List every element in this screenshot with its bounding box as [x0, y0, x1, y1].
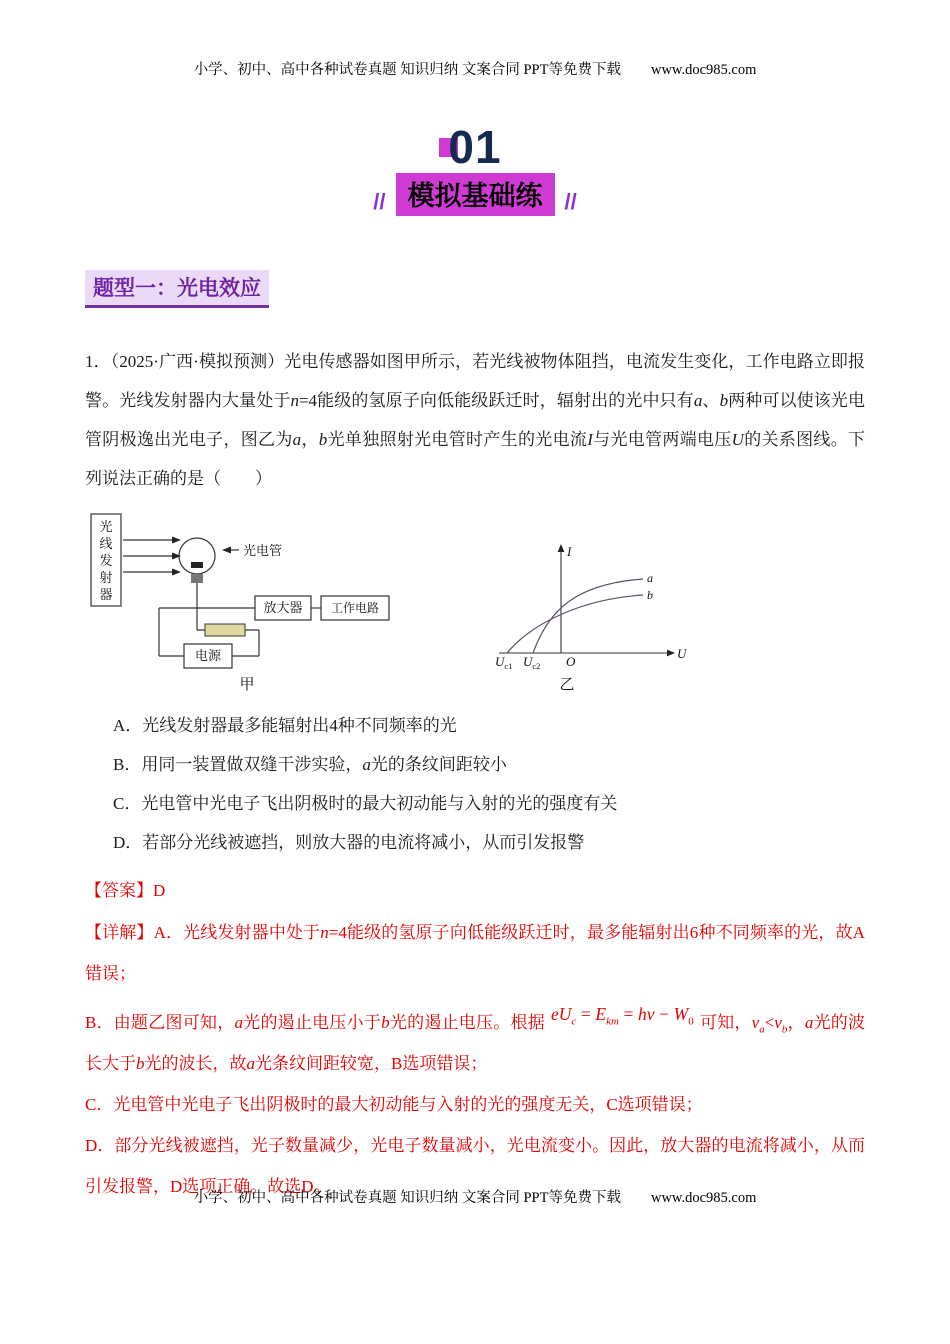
answer-label: 【答案】 — [85, 881, 153, 901]
tube-base — [191, 574, 203, 583]
header-url: www.doc985.com — [650, 62, 757, 78]
page-footer — [0, 1186, 950, 1207]
emitter-label-char: 发 — [99, 553, 113, 569]
work-circuit-label: 工作电路 — [330, 601, 380, 616]
section-heading: 题型一：光电效应 — [85, 270, 269, 308]
explanation-c: C．光电管中光电子飞出阴极时的最大初动能与入射的光的强度无关，C选项错误； — [85, 1095, 703, 1115]
header-text: 小学、初中、高中各种试卷真题 知识归纳 文案合同 PPT等免费下载 — [193, 62, 621, 78]
emitter-label-char: 射 — [99, 570, 113, 586]
graph-labels — [495, 544, 688, 693]
circuit-wires — [91, 514, 389, 668]
banner-number: 01 — [448, 121, 502, 173]
curve-a-label: a — [647, 571, 653, 586]
resistor — [205, 624, 245, 636]
power-label: 电源 — [194, 648, 222, 664]
stopping-voltage-formula: $eU_c = E_{km} = h\nu - W_0$ — [550, 1004, 694, 1028]
banner-title-row — [85, 173, 865, 216]
iu-graph — [471, 538, 701, 694]
graph-curves — [507, 579, 643, 653]
circuit-diagram — [87, 508, 417, 694]
banner-title: 模拟基础练 — [396, 173, 555, 216]
curve-b-label: b — [647, 588, 653, 603]
emitter-label-char: 线 — [99, 536, 113, 552]
option-d: D．若部分光线被遮挡，则放大器的电流将减小，从而引发报警 — [113, 833, 585, 853]
banner-slash-right: // — [564, 188, 577, 214]
banner-number-block — [448, 123, 501, 171]
u-axis-arrow-icon — [667, 650, 675, 657]
emitter-label-char: 光 — [99, 519, 113, 535]
explanation-b-pre: B．由题乙图可知，a光的遏止电压小于b光的遏止电压。根据 — [85, 1013, 545, 1033]
explanation-a: 【详解】A．光线发射器中处于n=4能级的氢原子向低能级跃迁时，最多能辐射出6种不同频率的光，故A错误； — [85, 923, 865, 984]
option-b: B．用同一装置做双缝干涉实验，a光的条纹间距较小 — [113, 755, 507, 775]
explanation-d: D．部分光线被遮挡，光子数量减少，光电子数量减小，光电流变小。因此，放大器的电流将减小，从而引发报警，D选项正确。故选D。 — [85, 1136, 865, 1197]
options-list — [85, 706, 865, 862]
light-arrow-icon — [172, 569, 181, 576]
origin-label: O — [566, 654, 576, 670]
footer-text: 小学、初中、高中各种试卷真题 知识归纳 文案合同 PPT等免费下载 — [193, 1190, 621, 1206]
caption-yi: 乙 — [559, 677, 575, 694]
answer-line — [85, 870, 865, 912]
explanation-b — [85, 994, 865, 1084]
uc1-label: $U_{c1}$ — [495, 654, 513, 672]
light-arrow-icon — [172, 537, 181, 544]
option-c: C．光电管中光电子飞出阴极时的最大初动能与入射的光的强度有关 — [113, 794, 618, 814]
phototube-circle — [179, 538, 215, 574]
amplifier-label: 放大器 — [263, 600, 303, 616]
u-axis-label: U — [677, 646, 687, 662]
page-header — [85, 58, 865, 79]
curve-a — [533, 579, 643, 653]
question-stem: 1．（2025·广西·模拟预测）光电传感器如图甲所示，若光线被物体阻挡，电流发生变化，工作电路立即报警。光线发射器内大量处于n=4能级的氢原子向低能级跃迁时，辐射出的光中只有a、b两种可以使该光电管阴极逸出光电子，图乙为a，b光单独照射光电管时产生的光电流I与光电管两端电压U的关系图线。下列说法正确的是（ ） — [85, 352, 866, 489]
chapter-banner — [85, 123, 865, 216]
footer-url: www.doc985.com — [650, 1190, 757, 1206]
caption-jia: 甲 — [239, 677, 255, 694]
question-figure — [85, 508, 865, 694]
phototube-label: 光电管 — [243, 543, 283, 559]
graph-arrowheads — [558, 544, 675, 656]
i-axis-arrow-icon — [558, 544, 565, 552]
circuit-labels — [99, 519, 379, 693]
option-a: A．光线发射器最多能辐射出4种不同频率的光 — [113, 716, 457, 736]
label-arrow-icon — [222, 547, 231, 554]
banner-slash-left: // — [373, 188, 386, 214]
emitter-label-char: 器 — [99, 587, 113, 603]
cathode-plate — [191, 562, 203, 568]
circuit-arrowheads — [172, 537, 231, 584]
answer-value: D — [153, 881, 166, 901]
uc2-label: $U_{c2}$ — [523, 654, 541, 672]
curve-b — [507, 595, 643, 653]
graph-axes — [499, 550, 669, 653]
i-axis-label: I — [567, 544, 572, 560]
explanation-b-post: 可知，$\nu_a<\nu_b$，a光的波长大于b光的波长，故a光条纹间距较宽，B选项错误； — [85, 1013, 866, 1074]
